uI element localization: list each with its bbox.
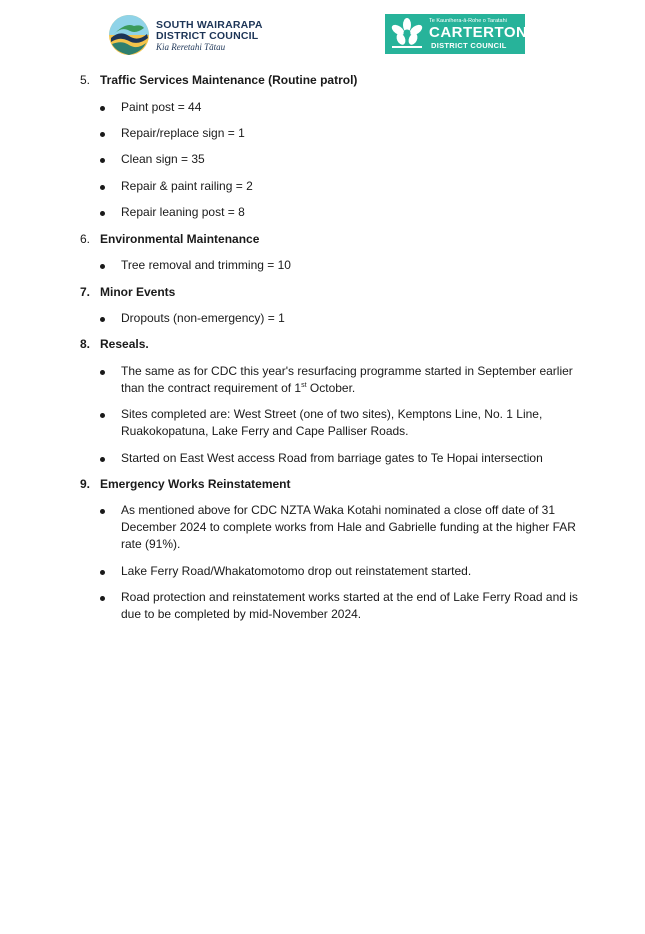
bullet-icon bbox=[100, 158, 105, 163]
bullet-icon bbox=[100, 132, 105, 137]
swdc-motto: Kia Reretahi Tātau bbox=[156, 42, 226, 52]
list-item-text: The same as for CDC this year's resurfacing programme started in September earlier than the contract requirement of 1st October. bbox=[121, 364, 573, 395]
section-title: Environmental Maintenance bbox=[100, 232, 260, 246]
section-number: 8. bbox=[80, 337, 91, 351]
swdc-text bbox=[156, 20, 263, 53]
bullet-icon bbox=[100, 413, 105, 418]
cdc-flower-icon bbox=[389, 17, 425, 51]
bullet-icon bbox=[100, 264, 105, 269]
bullet-icon bbox=[100, 317, 105, 322]
swdc-logo bbox=[108, 14, 278, 56]
section-title: Emergency Works Reinstatement bbox=[100, 477, 291, 491]
section-number: 9. bbox=[80, 477, 91, 491]
section-title: Minor Events bbox=[100, 285, 176, 299]
section-number: 5. bbox=[80, 73, 91, 87]
bullet-icon bbox=[100, 570, 105, 575]
superscript: st bbox=[301, 382, 307, 389]
section-number: 7. bbox=[80, 285, 91, 299]
bullet-icon bbox=[100, 596, 105, 601]
bullet-icon bbox=[100, 370, 105, 375]
swdc-name-line2: DISTRICT COUNCIL bbox=[156, 30, 259, 42]
bullet-icon bbox=[100, 106, 105, 111]
cdc-name: CARTERTON bbox=[429, 24, 528, 41]
bullet-icon bbox=[100, 457, 105, 462]
cdc-maori-name: Te Kaunihera-ā-Rohe o Taratahi bbox=[429, 18, 507, 24]
section-title: Traffic Services Maintenance (Routine patrol) bbox=[100, 73, 358, 87]
swdc-name-line1: SOUTH WAIRARAPA bbox=[156, 19, 263, 31]
swdc-emblem-icon bbox=[108, 14, 150, 56]
bullet-icon bbox=[100, 185, 105, 190]
bullet-icon bbox=[100, 211, 105, 216]
section-number: 6. bbox=[80, 232, 91, 246]
section-title: Reseals. bbox=[100, 337, 149, 351]
cdc-logo bbox=[385, 14, 528, 54]
bullet-icon bbox=[100, 509, 105, 514]
cdc-subtitle: DISTRICT COUNCIL bbox=[431, 41, 507, 50]
page-header bbox=[0, 12, 645, 60]
